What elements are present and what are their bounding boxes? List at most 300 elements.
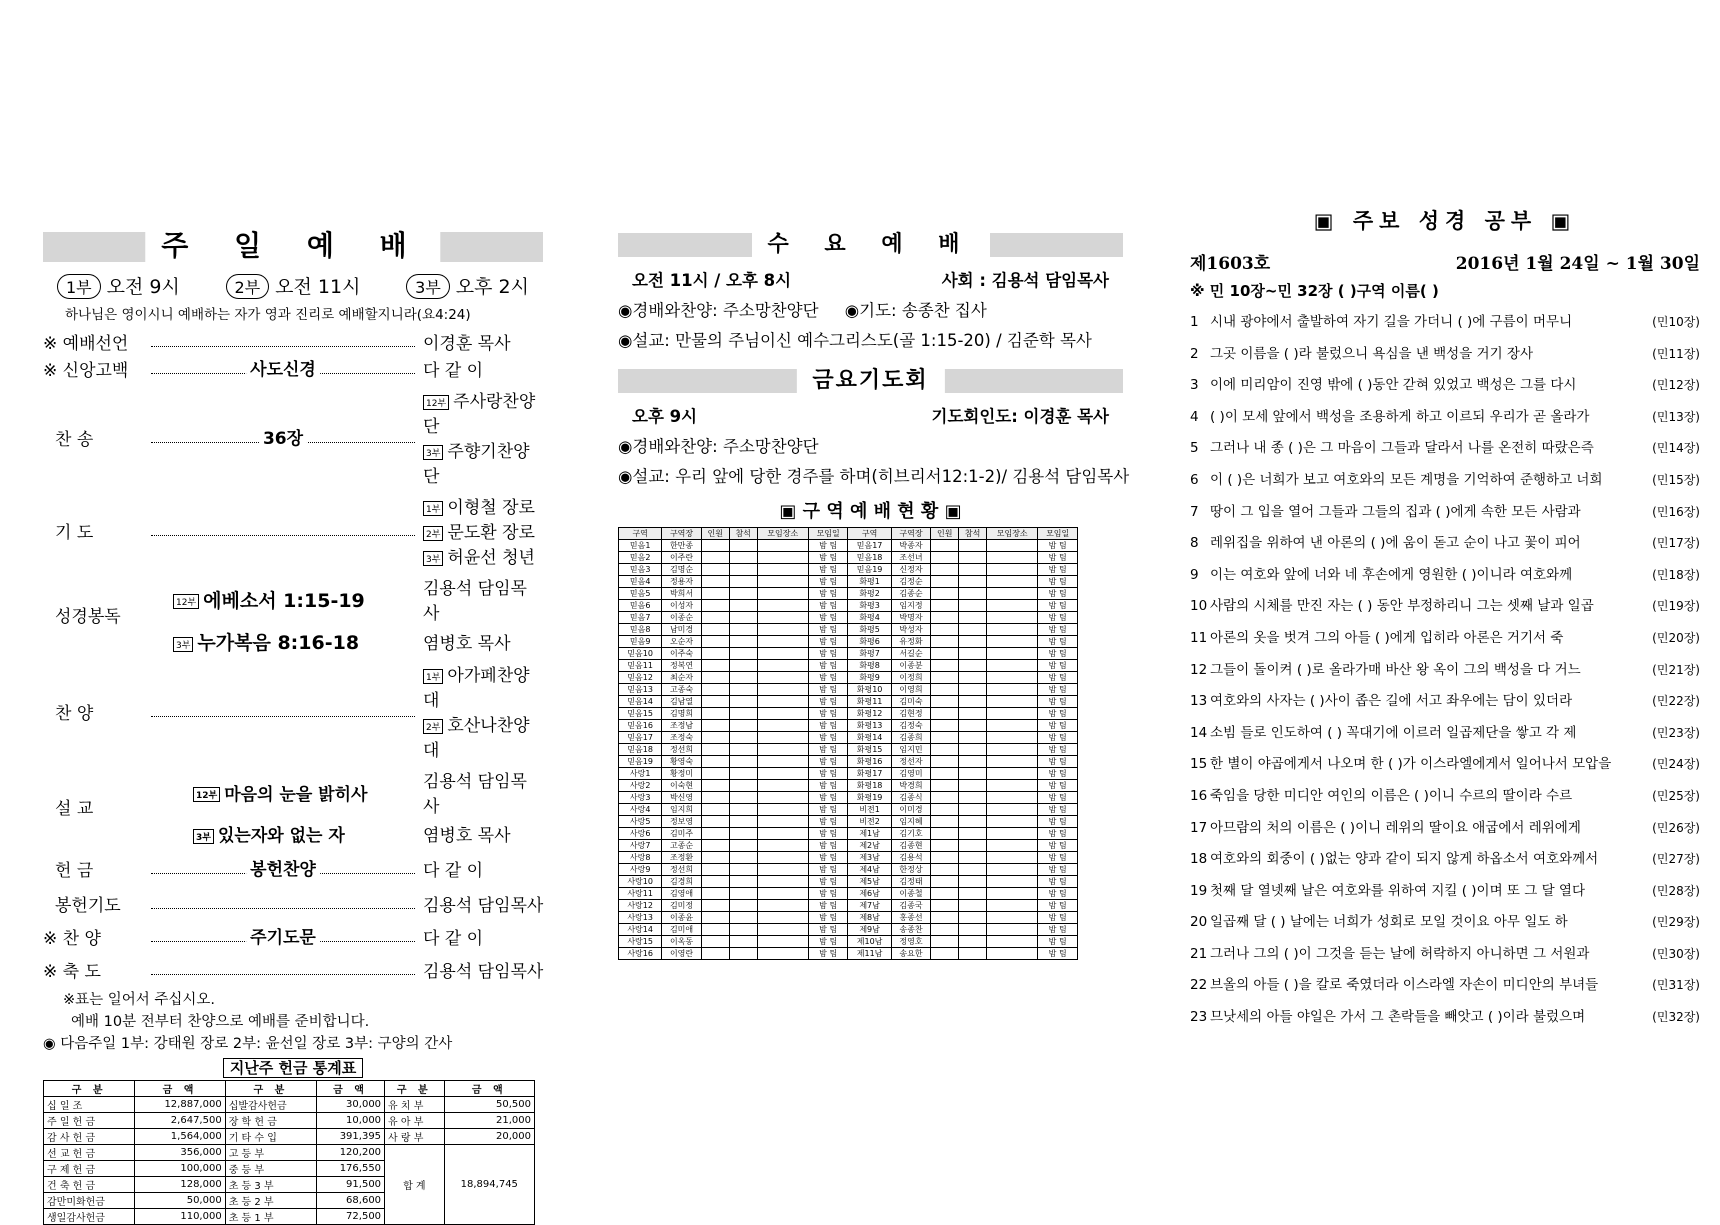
table-cell [757,588,808,600]
table-cell [701,684,729,696]
table-cell: 밤 팀 [808,948,848,960]
table-cell: 밤 팀 [808,672,848,684]
service-times [43,272,543,299]
table-cell [729,708,757,720]
table-cell: 사랑6 [619,828,662,840]
friday-info: 오후 9시 기도회인도: 이경훈 목사 [632,407,1109,426]
bible-study-section [1190,205,1700,1034]
table-cell [959,756,987,768]
table-cell: 화평4 [848,612,891,624]
table-cell [987,756,1038,768]
table-cell: 화평19 [848,792,891,804]
table-cell: 고종숙 [662,684,702,696]
order-row: ※ 찬 양 주기도문 다 같 이 [43,924,543,949]
table-cell [757,540,808,552]
table-cell [931,744,959,756]
table-row [619,732,1078,744]
table-cell: 감 사 헌 금 [44,1129,135,1145]
table-cell: 밤 팀 [1038,708,1078,720]
table-cell: 정복연 [662,660,702,672]
wednesday-title-bar [618,233,1123,257]
table-cell [729,876,757,888]
table-cell [987,948,1038,960]
table-cell: 조정환 [662,852,702,864]
table-cell: 김미정 [662,900,702,912]
table-cell [729,660,757,672]
theme-verse: 하나님은 영이시니 예배하는 자가 영과 진리로 예배할지니라(요4:24) [65,307,471,323]
table-cell: 이종분 [891,660,931,672]
table-row [619,780,1078,792]
table-cell: 밤 팀 [808,804,848,816]
table-cell [931,852,959,864]
table-cell [729,852,757,864]
table-cell [931,624,959,636]
table-cell [701,576,729,588]
table-cell [757,660,808,672]
table-cell: 고 등 부 [225,1145,316,1161]
table-cell: 남미경 [662,624,702,636]
column-header: 구역 [848,528,891,540]
question-item: 21 그러나 그의 ( )이 그것을 듣는 날에 허락하지 아니하면 그 서원과 (민30장) [1190,945,1700,962]
table-cell: 화평18 [848,780,891,792]
table-cell: 사랑2 [619,780,662,792]
table-cell: 최순자 [662,672,702,684]
sunday-title-bar [43,229,543,262]
table-cell [729,756,757,768]
question-item: 13 여호와의 사자는 ( )사이 좁은 길에 서고 좌우에는 담이 있더라 (민22장) [1190,693,1700,710]
table-cell [959,648,987,660]
table-cell: 화평14 [848,732,891,744]
table-cell: 밤 팀 [1038,720,1078,732]
table-cell [959,912,987,924]
table-cell: 사랑12 [619,900,662,912]
table-cell: 이정희 [891,672,931,684]
table-cell: 중 등 부 [225,1161,316,1177]
table-cell [757,900,808,912]
table-cell: 이주란 [662,552,702,564]
table-cell: 김정태 [891,876,931,888]
table-cell [959,684,987,696]
table-cell [959,660,987,672]
table-cell [931,600,959,612]
table-row [44,1145,535,1161]
table-cell [959,636,987,648]
table-row [619,924,1078,936]
table-cell: 믿음14 [619,696,662,708]
table-cell: 사랑9 [619,864,662,876]
table-cell: 김현정 [891,708,931,720]
table-cell: 이영희 [891,684,931,696]
table-cell: 68,600 [317,1193,385,1209]
issue-dates: 2016년 1월 24일 ~ 1월 30일 [1455,254,1700,274]
question-item: 10 사람의 시체를 만진 자는 ( ) 동안 부정하리니 그는 셋째 날과 일곱 (민19장) [1190,598,1700,615]
table-cell: 밤 팀 [808,924,848,936]
table-cell: 밤 팀 [808,816,848,828]
table-cell [931,888,959,900]
table-cell: 110,000 [135,1209,225,1225]
table-cell: 홍종선 [891,912,931,924]
table-cell: 김정순 [891,576,931,588]
table-cell [987,540,1038,552]
table-cell [701,840,729,852]
question-item: 17 아므람의 처의 이름은 ( )이니 레위의 딸이요 애굽에서 레위에게 (민26장) [1190,819,1700,836]
table-cell [959,828,987,840]
table-cell: 십발감사헌금 [225,1097,316,1113]
table-cell [931,816,959,828]
table-cell: 화평6 [848,636,891,648]
table-cell: 밤 팀 [1038,696,1078,708]
table-cell [701,732,729,744]
wednesday-info: 오전 11시 / 오후 8시 사회 : 김용석 담임목사 [632,271,1109,290]
table-cell [757,756,808,768]
table-cell: 초 등 2 부 [225,1193,316,1209]
table-cell: 밤 팀 [808,876,848,888]
table-cell: 임지희 [662,804,702,816]
table-cell: 임지혜 [891,816,931,828]
table-cell [729,636,757,648]
table-cell: 믿음6 [619,600,662,612]
table-cell [959,876,987,888]
question-item: 20 일곱째 달 ( ) 날에는 너희가 성회로 모일 것이요 아무 일도 하 (민29장) [1190,914,1700,931]
table-cell [931,900,959,912]
question-item: 9 이는 여호와 앞에 너와 네 후손에게 영원한 ( )이니라 여호와께 (민18장) [1190,566,1700,583]
table-cell: 사랑1 [619,768,662,780]
table-cell: 정용자 [662,576,702,588]
table-cell [729,840,757,852]
table-cell: 밤 팀 [808,756,848,768]
table-cell: 50,500 [444,1097,534,1113]
table-cell [729,684,757,696]
table-cell [959,624,987,636]
table-cell: 박경희 [891,780,931,792]
table-cell: 30,000 [317,1097,385,1113]
column-header: 참석 [959,528,987,540]
table-cell [959,588,987,600]
table-cell: 밤 팀 [808,540,848,552]
table-cell: 화평12 [848,708,891,720]
table-cell [701,864,729,876]
table-cell: 김용석 [891,852,931,864]
table-row [619,948,1078,960]
table-cell [987,876,1038,888]
table-cell: 유 치 부 [385,1097,445,1113]
table-cell: 믿음13 [619,684,662,696]
table-cell [987,552,1038,564]
table-cell [729,648,757,660]
table-cell [959,864,987,876]
table-cell: 10,000 [317,1113,385,1129]
table-cell: 생일감사헌금 [44,1209,135,1225]
table-cell: 이종철 [891,888,931,900]
table-cell: 밤 팀 [808,552,848,564]
table-cell [987,564,1038,576]
table-row [619,540,1078,552]
table-cell [959,552,987,564]
table-cell [757,720,808,732]
district-table [618,527,1078,960]
table-cell: 사랑11 [619,888,662,900]
table-cell: 김종식 [891,792,931,804]
table-row [619,672,1078,684]
sunday-title: 주 일 예 배 [145,226,440,266]
table-cell: 밤 팀 [808,864,848,876]
table-cell [987,840,1038,852]
order-row: 찬 양 1부 아가페찬양대 2부 호산나찬양대 [55,666,530,761]
question-item: 18 여호와의 회중이 ( )없는 양과 같이 되지 않게 하옵소서 여호와께서 (민27장) [1190,851,1700,868]
table-cell [959,936,987,948]
table-cell [987,924,1038,936]
order-row: ※ 예배선언 이경훈 목사 [43,334,511,354]
table-cell: 밤 팀 [1038,660,1078,672]
table-cell [701,876,729,888]
table-cell: 초 등 1 부 [225,1209,316,1225]
table-cell: 제11남 [848,948,891,960]
table-header-row: 구 분 금 액 구 분 금 액 구 분 금 액 [44,1081,535,1097]
table-cell [931,660,959,672]
table-cell [729,744,757,756]
question-item: 16 죽임을 당한 미디안 여인의 이름은 ( )이니 수르의 딸이라 수르 (민25장) [1190,787,1700,804]
table-cell: 사랑3 [619,792,662,804]
table-cell [701,948,729,960]
table-cell: 주 일 헌 금 [44,1113,135,1129]
table-cell: 화평3 [848,600,891,612]
table-cell [931,684,959,696]
table-cell: 밤 팀 [808,900,848,912]
table-cell [959,540,987,552]
friday-sermon: ◉설교: 우리 앞에 당한 경주를 하며(히브리서12:1-2)/ 김용석 담임목사 [618,467,1130,486]
table-cell: 정선희 [662,744,702,756]
table-cell: 믿음2 [619,552,662,564]
table-cell [701,648,729,660]
table-cell [931,540,959,552]
table-cell: 밤 팀 [808,600,848,612]
wednesday-sermon: ◉설교: 만물의 주님이신 예수그리스도(골 1:15-20) / 김준학 목사 [618,331,1092,350]
table-row [619,756,1078,768]
table-cell: 믿음4 [619,576,662,588]
table-cell: 황영숙 [662,756,702,768]
table-row [619,600,1078,612]
table-cell [701,588,729,600]
table-cell [757,924,808,936]
table-cell [987,780,1038,792]
table-row [619,900,1078,912]
table-cell: 박명자 [891,612,931,624]
table-cell: 화평13 [848,720,891,732]
table-cell [959,948,987,960]
table-cell [987,660,1038,672]
table-cell: 믿음16 [619,720,662,732]
table-cell: 제4남 [848,864,891,876]
table-cell: 화평9 [848,672,891,684]
table-cell [701,672,729,684]
table-cell: 이미경 [891,804,931,816]
study-range: ※ 민 10장~민 32장 ( )구역 이름( ) [1190,282,1439,300]
table-cell [757,780,808,792]
table-header-row [619,528,1078,540]
table-cell: 믿음10 [619,648,662,660]
table-cell [757,696,808,708]
table-cell: 사랑16 [619,948,662,960]
table-cell [931,612,959,624]
table-cell [701,768,729,780]
table-cell: 김명순 [662,564,702,576]
table-cell [931,576,959,588]
order-row: 기 도 1부 이형철 장로 2부 문도환 장로 3부 허윤선 청년 [55,498,535,568]
total-label: 합 계 [385,1145,445,1225]
table-cell: 밤 팀 [1038,924,1078,936]
offering-table [43,1080,535,1225]
table-cell: 밤 팀 [808,576,848,588]
issue-header [1190,249,1700,274]
table-cell: 제1남 [848,828,891,840]
table-cell [701,816,729,828]
table-cell [757,708,808,720]
table-cell [987,828,1038,840]
table-cell: 12,887,000 [135,1097,225,1113]
table-row [619,804,1078,816]
table-cell: 밤 팀 [1038,756,1078,768]
question-list [1190,307,1700,1034]
question-item: 5 그러나 내 종 ( )은 그 마음이 그들과 달라서 나를 온전히 따랐은즉 (민14장) [1190,440,1700,457]
table-cell: 화평16 [848,756,891,768]
service-3: 3부 오후 2시 [406,272,529,299]
table-row [44,1097,535,1113]
table-cell: 임지정 [891,600,931,612]
table-cell [701,912,729,924]
table-cell [931,936,959,948]
table-cell: 믿음9 [619,636,662,648]
midweek-section [618,232,1130,960]
table-cell [701,708,729,720]
table-cell [757,600,808,612]
table-row [619,696,1078,708]
table-cell [931,756,959,768]
table-cell: 밤 팀 [1038,600,1078,612]
table-cell: 2,647,500 [135,1113,225,1129]
table-cell: 밤 팀 [808,912,848,924]
table-cell: 선 교 헌 금 [44,1145,135,1161]
table-cell [931,792,959,804]
table-cell [701,660,729,672]
table-row [619,876,1078,888]
table-cell [757,672,808,684]
table-cell: 화평1 [848,576,891,588]
table-cell: 박성자 [891,624,931,636]
question-item: 4 ( )이 모세 앞에서 백성을 조용하게 하고 이르되 우리가 곧 올라가 (민13장) [1190,408,1700,425]
table-cell: 믿음3 [619,564,662,576]
table-cell: 밤 팀 [1038,780,1078,792]
table-cell [729,864,757,876]
table-cell: 밤 팀 [808,696,848,708]
table-cell: 구 제 헌 금 [44,1161,135,1177]
table-cell: 제7남 [848,900,891,912]
table-cell: 김영미 [891,768,931,780]
table-cell: 128,000 [135,1177,225,1193]
table-cell: 밤 팀 [1038,768,1078,780]
table-cell: 20,000 [444,1129,534,1145]
question-item: 12 그들이 돌이켜 ( )로 올라가매 바산 왕 옥이 그의 백성을 다 거느 (민21장) [1190,661,1700,678]
table-row [619,576,1078,588]
table-cell: 김미애 [662,924,702,936]
table-cell [757,948,808,960]
table-cell: 송요한 [891,948,931,960]
table-cell [701,720,729,732]
question-item: 15 한 별이 야곱에게서 나오며 한 ( )가 이스라엘에게서 일어나서 모압을 (민24장) [1190,756,1700,773]
table-cell: 밤 팀 [1038,576,1078,588]
question-item: 19 첫째 달 열넷째 날은 여호와를 위하여 지킬 ( )이며 또 그 달 열다 (민28장) [1190,882,1700,899]
table-cell [959,732,987,744]
question-item: 8 레위집을 위하여 낸 아론의 ( )에 움이 돋고 순이 나고 꽃이 피어 (민17장) [1190,535,1700,552]
table-row [619,648,1078,660]
note-standing: ※표는 일어서 주십시오. [63,992,216,1008]
table-cell [959,576,987,588]
table-cell: 김영애 [662,888,702,900]
table-cell [701,792,729,804]
table-cell [931,804,959,816]
table-cell [987,648,1038,660]
table-cell: 믿음18 [619,744,662,756]
table-cell [959,888,987,900]
table-cell [987,804,1038,816]
question-item: 7 땅이 그 입을 열어 그들과 그들의 집과 ( )에게 속한 모든 사람과 (민16장) [1190,503,1700,520]
table-cell: 화평7 [848,648,891,660]
table-cell: 밤 팀 [1038,888,1078,900]
table-cell [757,648,808,660]
table-cell: 화평10 [848,684,891,696]
table-cell: 밤 팀 [1038,636,1078,648]
table-cell: 유정화 [891,636,931,648]
table-cell: 서길순 [891,648,931,660]
table-cell [729,912,757,924]
table-cell: 믿음11 [619,660,662,672]
table-cell [931,588,959,600]
table-cell: 제2남 [848,840,891,852]
column-header: 구역장 [662,528,702,540]
table-cell [757,828,808,840]
table-cell: 정보영 [662,816,702,828]
table-cell [959,780,987,792]
table-cell: 조정숙 [662,732,702,744]
table-cell [757,864,808,876]
note-prepare: 예배 10분 전부터 찬양으로 예배를 준비합니다. [71,1014,370,1030]
table-cell: 밤 팀 [808,828,848,840]
order-row: 찬 송 36장 12부 주사랑찬양단 3부 주향기찬양단 [55,392,536,487]
table-cell: 밤 팀 [1038,912,1078,924]
table-cell: 밤 팀 [808,732,848,744]
table-cell [959,744,987,756]
table-cell [987,912,1038,924]
table-cell: 밤 팀 [1038,840,1078,852]
table-cell [701,756,729,768]
table-cell [757,816,808,828]
table-cell [729,672,757,684]
table-cell: 비전1 [848,804,891,816]
table-cell: 밤 팀 [808,612,848,624]
table-cell: 밤 팀 [808,780,848,792]
table-cell [987,684,1038,696]
question-item: 6 이 ( )은 너희가 보고 여호와의 모든 계명을 기억하여 준행하고 너희 (민15장) [1190,471,1700,488]
table-cell [757,612,808,624]
column-header: 모임장소 [757,528,808,540]
table-cell: 기 타 수 입 [225,1129,316,1145]
table-cell [757,840,808,852]
table-cell [757,564,808,576]
table-cell: 밤 팀 [1038,936,1078,948]
table-cell: 제10남 [848,936,891,948]
table-cell: 이종윤 [662,912,702,924]
issue-number: 제1603호 [1190,254,1271,274]
table-cell [987,888,1038,900]
